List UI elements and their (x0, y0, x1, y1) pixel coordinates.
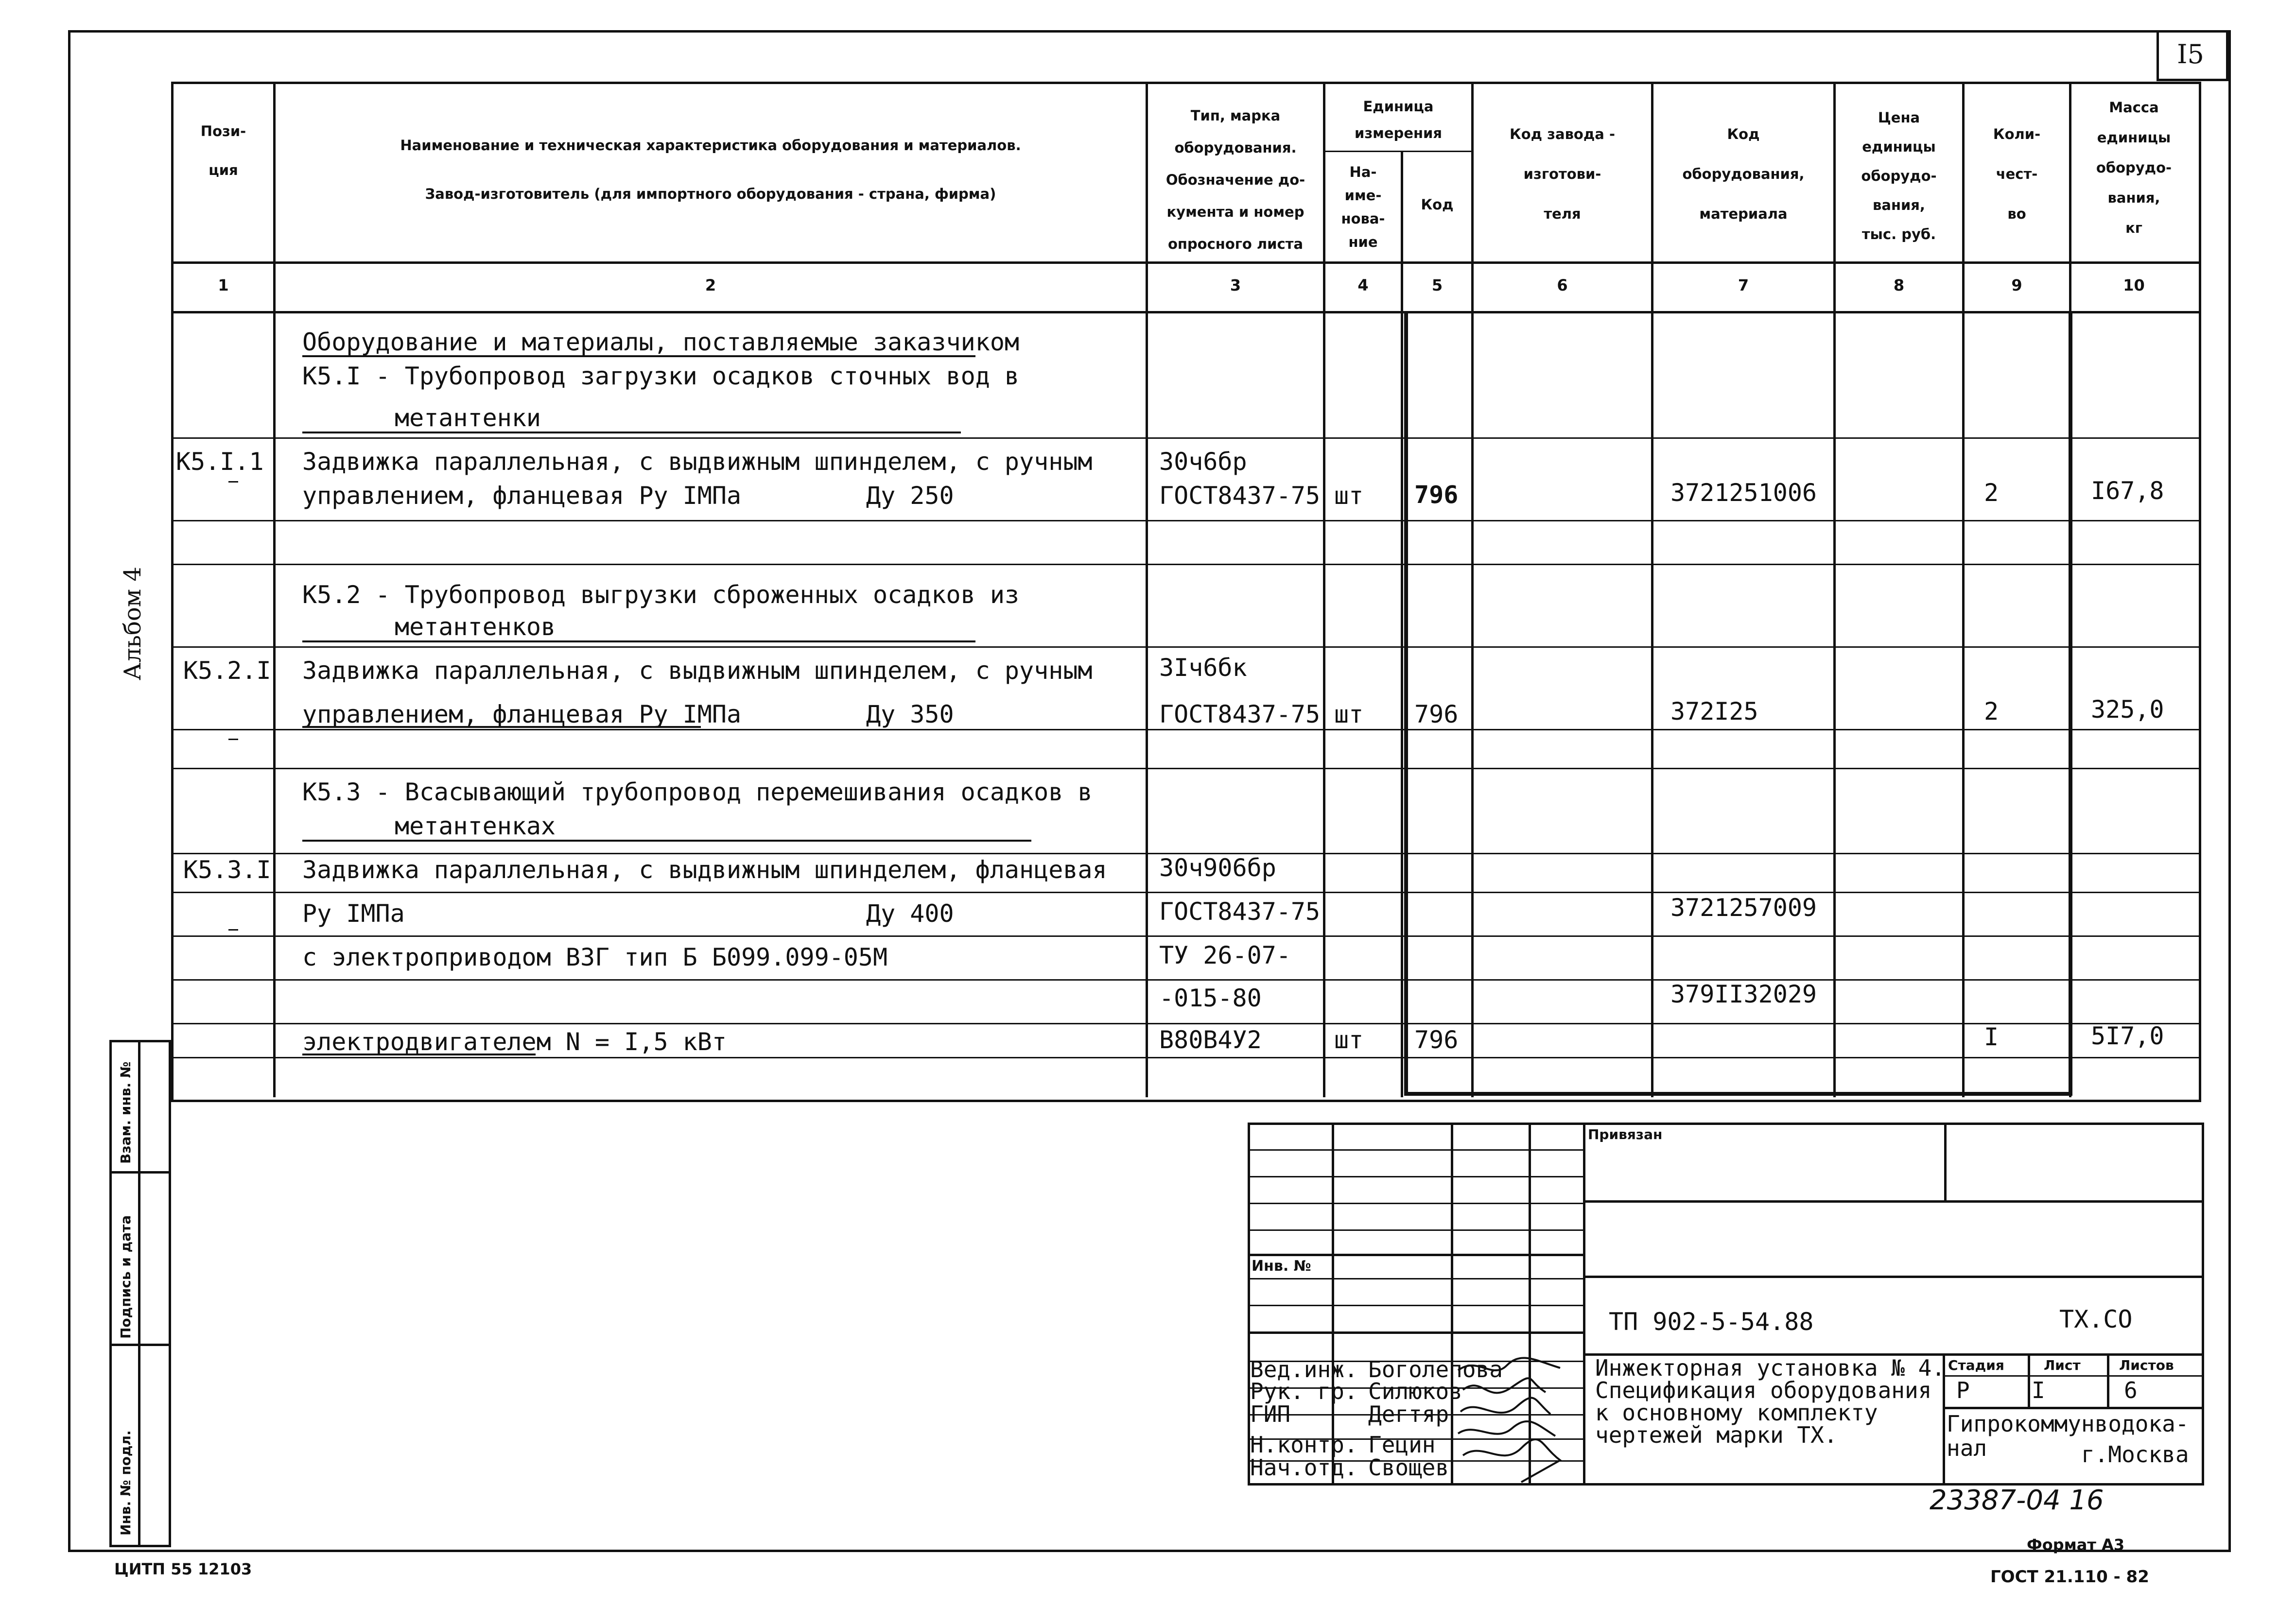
header-factory-code: Код завода - изготови- теля (1510, 126, 1615, 222)
col-num-2: 2 (705, 276, 716, 294)
col-num-7: 7 (1738, 276, 1749, 294)
col-num-6: 6 (1557, 276, 1568, 294)
row-position: К5.3.I (183, 856, 271, 884)
header-unit-code: Код (1421, 196, 1454, 213)
row-position: К5.I.1 (176, 448, 264, 476)
section-k52-title: К5.2 - Трубопровод выгрузки сброженных осадков из (302, 581, 1020, 609)
row-name: Задвижка параллельная, с выдвижным шпинделем, фланцевая (302, 856, 1107, 884)
row-name: управлением, фланцевая Ру IМПа (302, 482, 742, 510)
row-name: Задвижка параллельная, с выдвижным шпинделем, с ручным (302, 657, 1093, 685)
privyazan-label: Привязан (1588, 1126, 1663, 1142)
role-3: ГИП (1250, 1401, 1291, 1427)
row-unit-code: 796 (1414, 700, 1459, 728)
role-1: Вед.инж. (1250, 1356, 1358, 1382)
page-number: I5 (2177, 39, 2204, 69)
header-unit-name: На- име- нова- ние (1341, 164, 1385, 250)
role-5-name: Свощев (1368, 1454, 1449, 1481)
role-4-name: Гецин (1368, 1432, 1436, 1458)
row-name: с электроприводом ВЗГ тип Б Б099.099-05М (302, 943, 888, 971)
inv-no-label: Инв. № (1252, 1258, 1311, 1275)
role-2: Рук. гр. (1250, 1378, 1358, 1404)
signature-marks (1448, 1351, 1589, 1497)
row-type: В80В4У2 (1159, 1026, 1262, 1054)
row-name: Задвижка параллельная, с выдвижным шпинделем, с ручным (302, 448, 1093, 476)
header-qty: Коли- чест- во (1993, 126, 2041, 222)
header-unit-group: Единица измерения (1355, 98, 1442, 141)
side-replaced-inv: Взам. инв. № (118, 1061, 134, 1164)
row-unit: шт (1334, 1026, 1364, 1054)
description-line-4: чертежей марки ТХ. (1595, 1422, 1838, 1448)
gost-label: ГОСТ 21.110 - 82 (1990, 1567, 2149, 1587)
col-num-5: 5 (1431, 276, 1443, 294)
section-k53-title-cont: метантенках (395, 812, 556, 840)
row-mass: I67,8 (2091, 477, 2164, 505)
description-line-1: Инжекторная установка № 4. (1595, 1355, 1946, 1381)
header-equip-code: Код оборудования, материала (1682, 126, 1805, 222)
description-line-3: к основному комплекту (1595, 1400, 1878, 1426)
row-equip-code: 3721257009 (1670, 894, 1817, 922)
organization: Гипрокоммунводока- нал (1947, 1411, 2189, 1461)
header-mass: Масса единицы оборудо- вания, кг (2096, 99, 2172, 236)
row-qty: 2 (1984, 479, 1999, 507)
row-name-right: Ду 250 (866, 482, 954, 510)
doc-mark: ТХ.СО (2059, 1305, 2133, 1333)
row-position: К5.2.I (183, 657, 271, 685)
row-qty: I (1984, 1023, 1999, 1051)
sheet-value: I (2032, 1377, 2045, 1403)
col-num-10: 10 (2123, 276, 2145, 294)
section-k52-title-cont: метантенков (395, 613, 556, 641)
section-k53-title: К5.3 - Всасывающий трубопровод перемешивания осадков в (302, 778, 1093, 806)
side-inv-orig: Инв. № подл. (118, 1430, 134, 1536)
section-k51-title: К5.I - Трубопровод загрузки осадков сточных вод в (302, 362, 1020, 390)
archive-number: 23387-04 16 (1930, 1485, 2104, 1516)
album-label: Альбом 4 (119, 567, 146, 680)
city: г.Москва (2081, 1441, 2189, 1468)
col-num-3: 3 (1230, 276, 1241, 294)
stage-label: Стадия (1948, 1357, 2004, 1373)
doc-code: ТП 902-5-54.88 (1609, 1308, 1814, 1336)
row-type: 30ч906бр (1159, 854, 1276, 882)
sheet-label: Лист (2044, 1357, 2081, 1373)
col-num-1: 1 (218, 276, 229, 294)
section-title: Оборудование и материалы, поставляемые заказчиком (302, 328, 1020, 356)
row-name-right: Ду 350 (866, 700, 954, 728)
row-type: ГОСТ8437-75 (1159, 482, 1321, 510)
row-equip-code: 372I25 (1670, 697, 1758, 726)
sheets-label: Листов (2119, 1357, 2174, 1373)
role-2-name: Силюков (1368, 1378, 1462, 1404)
header-type: Тип, марка оборудования. Обозначение до- кумента и номер опросного листа (1165, 107, 1305, 252)
description-line-2: Спецификация оборудования (1595, 1377, 1932, 1403)
row-mass: 5I7,0 (2091, 1022, 2164, 1050)
section-k51-title-cont: метантенки (395, 404, 541, 432)
row-unit: шт (1334, 700, 1364, 728)
sheets-value: 6 (2124, 1377, 2138, 1403)
header-name-1: Наименование и техническая характеристика оборудования и материалов. (400, 137, 1021, 154)
row-unit: шт (1334, 482, 1364, 510)
role-3-name: Дегтяр (1368, 1401, 1449, 1427)
row-name: управлением, фланцевая Ру IМПа (302, 700, 742, 728)
header-name-2: Завод-изготовитель (для импортного оборудования - страна, фирма) (425, 186, 996, 202)
col-num-8: 8 (1893, 276, 1905, 294)
row-name: Ру IМПа (302, 899, 405, 928)
row-equip-code: 3721251006 (1670, 479, 1817, 507)
row-type: ТУ 26-07- (1159, 941, 1291, 969)
citp-label: ЦИТП 55 12103 (114, 1560, 252, 1578)
row-unit-code: 796 (1414, 481, 1459, 509)
row-equip-code: 379II32029 (1670, 980, 1817, 1008)
row-name: электродвигателем N = I,5 кВт (302, 1028, 727, 1056)
row-type: 30ч6бр (1159, 448, 1247, 476)
stage-value: Р (1956, 1377, 1970, 1403)
row-type: ГОСТ8437-75 (1159, 898, 1321, 926)
side-sign-date: Подпись и дата (118, 1215, 134, 1339)
header-position: Пози- ция (200, 123, 246, 178)
format-label: Формат А3 (2027, 1536, 2125, 1554)
col-num-9: 9 (2011, 276, 2022, 294)
row-type: ГОСТ8437-75 (1159, 700, 1321, 728)
role-4: Н.контр. (1250, 1432, 1358, 1458)
row-type: -015-80 (1159, 984, 1262, 1012)
row-unit-code: 796 (1414, 1026, 1459, 1054)
col-num-4: 4 (1357, 276, 1369, 294)
row-mass: 325,0 (2091, 695, 2164, 724)
row-qty: 2 (1984, 697, 1999, 726)
role-1-name: Боголепова (1368, 1356, 1503, 1382)
header-price: Цена единицы оборудо- вания, тыс. руб. (1861, 109, 1937, 242)
row-name-right: Ду 400 (866, 899, 954, 928)
row-type: 3Iч6бк (1159, 654, 1247, 682)
role-5: Нач.отд. (1250, 1454, 1358, 1481)
